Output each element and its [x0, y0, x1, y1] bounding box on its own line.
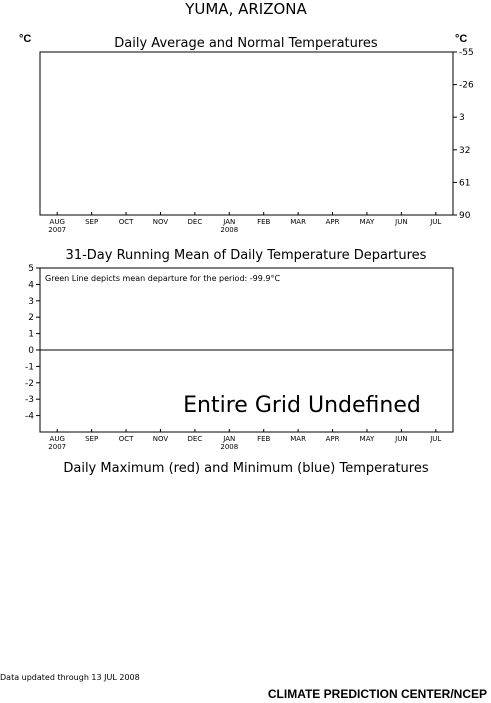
- chart2-ytick-label: 2: [28, 313, 34, 324]
- chart2-ytick-label: 0: [28, 346, 34, 356]
- chart1-xtick-label: FEB: [257, 218, 271, 226]
- chart3-title: Daily Maximum (red) and Minimum (blue) Temperatures: [63, 461, 429, 476]
- chart1-ytick-label: 61: [459, 178, 471, 189]
- chart2-xtick-year: 2007: [48, 443, 67, 451]
- chart2-ytick-label: -3: [25, 395, 34, 406]
- chart2-ytick-label: -1: [25, 362, 34, 373]
- chart1-left-unit: °C: [19, 33, 32, 45]
- page-title: YUMA, ARIZONA: [185, 0, 307, 18]
- chart1-ytick-label: 90: [459, 211, 471, 221]
- chart1-xtick-label: JUN: [395, 218, 408, 226]
- chart1-ytick-label: 3: [459, 113, 465, 124]
- chart2-ytick-label: 4: [28, 280, 34, 291]
- chart1-ytick-label: -55: [459, 48, 474, 58]
- chart1-xtick-label: JUL: [430, 218, 442, 226]
- chart2-ytick-label: 3: [28, 296, 34, 307]
- chart2-xtick-label: JUN: [395, 435, 408, 443]
- chart1-xtick-label: DEC: [187, 218, 203, 226]
- chart2-xtick-label: SEP: [85, 435, 99, 443]
- chart2-xtick-label: JUL: [430, 435, 442, 443]
- chart2-xtick-year: 2008: [220, 443, 239, 451]
- cpc-credit: CLIMATE PREDICTION CENTER/NCEP: [267, 687, 487, 701]
- chart2-xtick-label: DEC: [187, 435, 203, 443]
- chart2-xtick-label: AUG: [49, 435, 65, 443]
- chart1-xtick-year: 2008: [220, 226, 239, 234]
- chart2-ytick-label: -2: [25, 378, 34, 389]
- chart1-xtick-label: APR: [325, 218, 340, 226]
- chart2-annotation: Green Line depicts mean departure for the period: -99.9°C: [45, 274, 281, 283]
- chart-departures: [25, 248, 453, 451]
- chart2-xtick-label: JAN: [223, 435, 236, 443]
- chart1-plot-frame: [40, 52, 453, 215]
- chart1-right-unit: °C: [455, 33, 468, 45]
- chart2-xtick-label: OCT: [118, 435, 134, 443]
- chart2-xtick-label: FEB: [257, 435, 271, 443]
- chart1-xtick-label: JAN: [223, 218, 236, 226]
- chart1-xtick-label: AUG: [49, 218, 65, 226]
- chart1-xtick-label: MAR: [290, 218, 306, 226]
- chart2-xtick-label: NOV: [152, 435, 169, 443]
- chart1-ytick-label: -26: [459, 80, 474, 91]
- chart2-xtick-label: APR: [325, 435, 340, 443]
- chart1-xtick-label: SEP: [85, 218, 99, 226]
- chart2-ytick-label: -4: [25, 411, 34, 422]
- chart2-xtick-label: MAR: [290, 435, 306, 443]
- chart1-xtick-label: NOV: [152, 218, 169, 226]
- chart2-xtick-label: MAY: [359, 435, 375, 443]
- chart1-ytick-label: 32: [459, 145, 471, 156]
- data-updated-note: Data updated through 13 JUL 2008: [0, 673, 140, 682]
- chart-daily-average: [19, 33, 474, 234]
- chart2-ytick-label: 1: [28, 329, 34, 340]
- chart1-xtick-label: OCT: [118, 218, 134, 226]
- chart2-ytick-label: 5: [28, 264, 34, 274]
- chart1-xtick-label: MAY: [359, 218, 375, 226]
- chart1-title: Daily Average and Normal Temperatures: [114, 36, 378, 51]
- chart2-overlay-text: Entire Grid Undefined: [183, 393, 421, 418]
- chart1-xtick-year: 2007: [48, 226, 67, 234]
- chart2-title: 31-Day Running Mean of Daily Temperature Departures: [65, 248, 427, 263]
